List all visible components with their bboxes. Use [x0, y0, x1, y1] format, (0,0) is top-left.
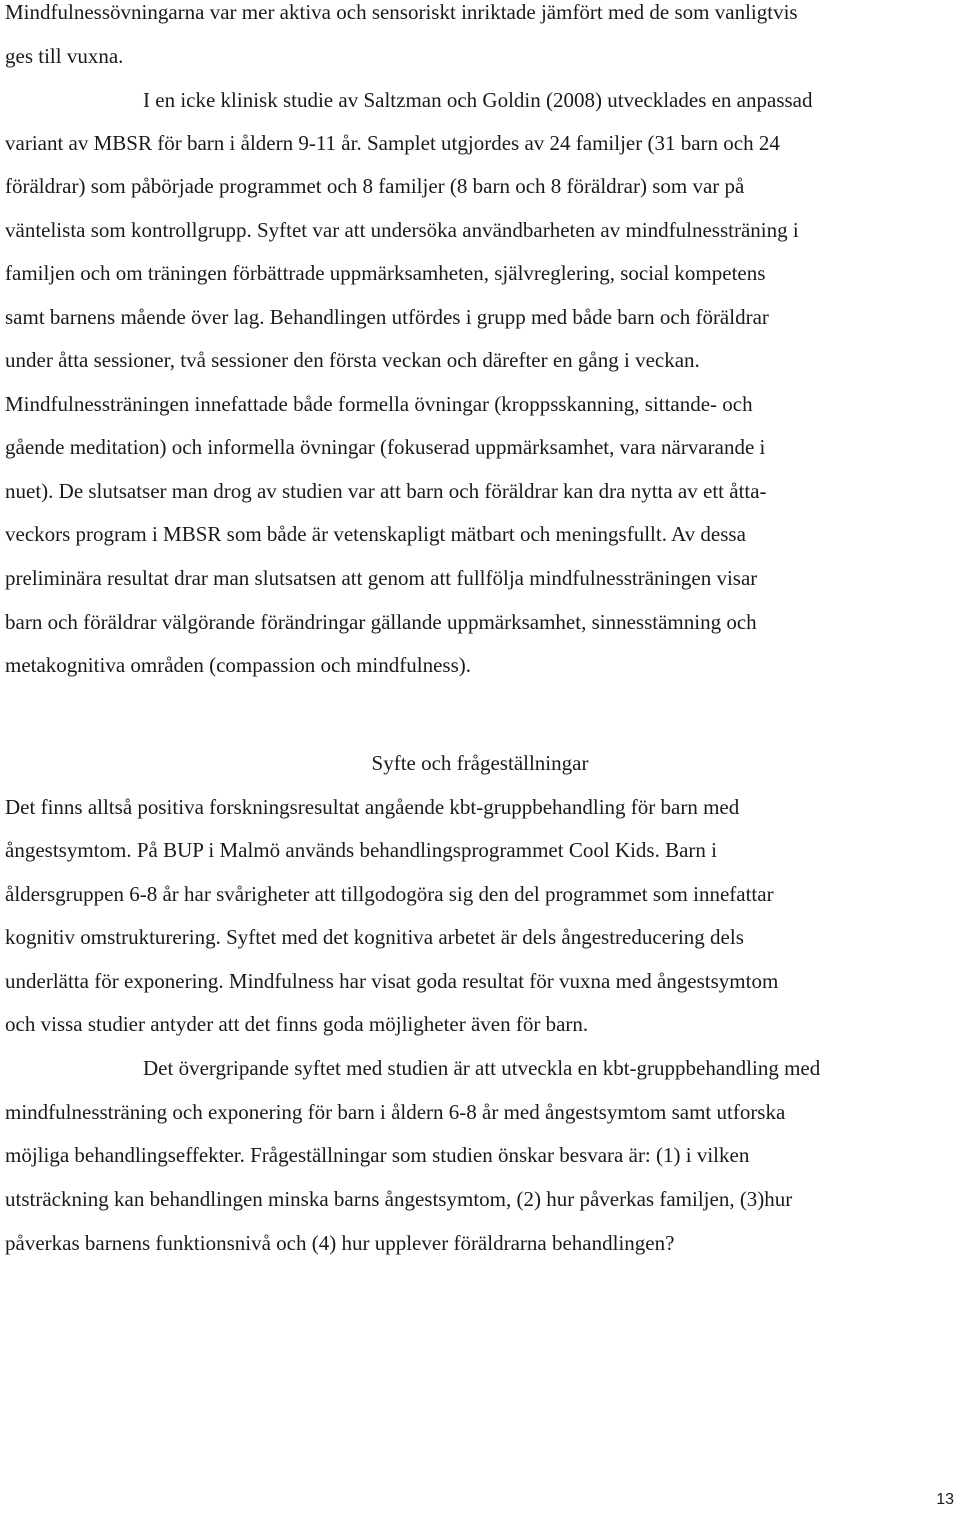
text-line: utsträckning kan behandlingen minska barns ångestsymtom, (2) hur påverkas familjen, (3)hur	[5, 1187, 793, 1211]
text-line: föräldrar) som påbörjade programmet och 8 familjer (8 barn och 8 föräldrar) som var på	[5, 174, 745, 198]
text-line: barn och föräldrar välgörande förändringar gällande uppmärksamhet, sinnesstämning och	[5, 610, 757, 634]
text-line: preliminära resultat drar man slutsatsen att genom att fullfölja mindfulnessträningen visar	[5, 566, 758, 590]
text-line: Det finns alltså positiva forskningsresultat angående kbt-gruppbehandling för barn med	[5, 795, 740, 819]
text-line: och vissa studier antyder att det finns goda möjligheter även för barn.	[5, 1012, 589, 1036]
text-line: metakognitiva områden (compassion och mindfulness).	[5, 653, 471, 677]
text-line: veckors program i MBSR som både är vetenskapligt mätbart och meningsfullt. Av dessa	[5, 522, 746, 546]
text-line: väntelista som kontrollgrupp. Syftet var att undersöka användbarheten av mindfulnessträning i	[5, 218, 799, 242]
text-line: variant av MBSR för barn i åldern 9-11 år. Samplet utgjordes av 24 familjer (31 barn och 24	[5, 131, 780, 155]
text-line: I en icke klinisk studie av Saltzman och Goldin (2008) utvecklades en anpassad	[143, 88, 813, 112]
text-line: Mindfulnessträningen innefattade både formella övningar (kroppsskanning, sittande- och	[5, 392, 753, 416]
text-line: underlätta för exponering. Mindfulness har visat goda resultat för vuxna med ångestsymtom	[5, 969, 779, 993]
text-line: åldersgruppen 6-8 år har svårigheter att tillgodogöra sig den del programmet som innefattar	[5, 882, 774, 906]
text-line: mindfulnessträning och exponering för barn i åldern 6-8 år med ångestsymtom samt utforska	[5, 1100, 786, 1124]
text-line: Mindfulnessövningarna var mer aktiva och sensoriskt inriktade jämfört med de som vanligtvis	[5, 0, 798, 24]
text-line: ångestsymtom. På BUP i Malmö används behandlingsprogrammet Cool Kids. Barn i	[5, 838, 717, 862]
text-line: familjen och om träningen förbättrade uppmärksamheten, självreglering, social kompetens	[5, 261, 766, 285]
section-heading: Syfte och frågeställningar	[371, 751, 589, 775]
page-number: 13	[936, 1491, 954, 1508]
text-line: ges till vuxna.	[5, 44, 124, 68]
text-line: samt barnens mående över lag. Behandlingen utfördes i grupp med både barn och föräldrar	[5, 305, 769, 329]
text-line: under åtta sessioner, två sessioner den första veckan och därefter en gång i veckan.	[5, 348, 700, 372]
text-line: kognitiv omstrukturering. Syftet med det kognitiva arbetet är dels ångestreducering dels	[5, 925, 744, 949]
text-line: Det övergripande syftet med studien är att utveckla en kbt-gruppbehandling med	[143, 1056, 821, 1080]
text-line: möjliga behandlingseffekter. Frågeställningar som studien önskar besvara är: (1) i vilken	[5, 1143, 750, 1167]
text-line: påverkas barnens funktionsnivå och (4) hur upplever föräldrarna behandlingen?	[5, 1231, 675, 1255]
text-line: nuet). De slutsatser man drog av studien var att barn och föräldrar kan dra nytta av ett åtta-	[5, 479, 767, 503]
text-line: gående meditation) och informella övningar (fokuserad uppmärksamhet, vara närvarande i	[5, 435, 766, 459]
